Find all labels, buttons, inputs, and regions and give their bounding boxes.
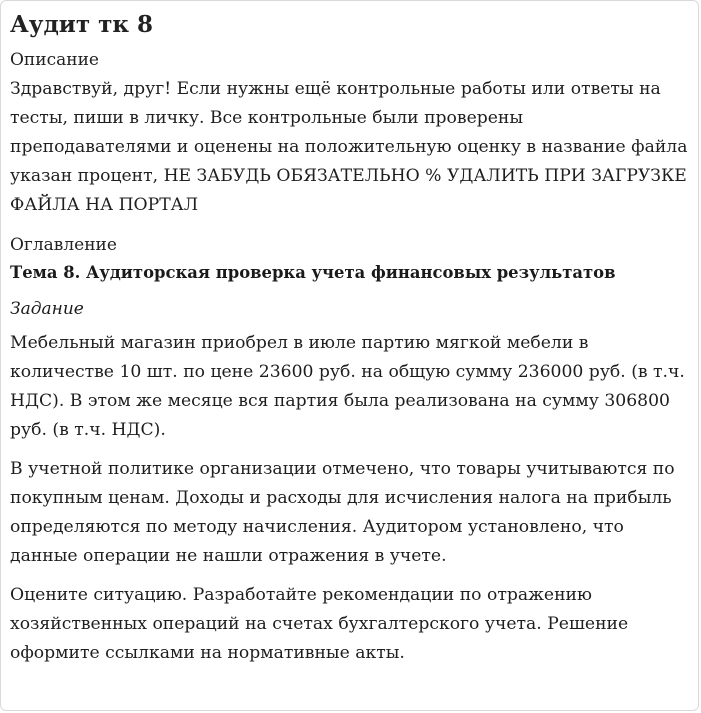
description-label: Описание [10,50,99,70]
description-text: Здравствуй, друг! Если нужны ещё контрольные работы или ответы на тесты, пиши в личку. Все контрольные были проверены преподавателями и оценены на положительную оценку в название файла указан процент, НЕ ЗАБУДЬ ОБЯЗАТЕЛЬНО % УДАЛИТЬ ПРИ ЗАГРУЗКЕ ФАЙЛА НА ПОРТАЛ [10,79,688,215]
task-paragraph-1: Мебельный магазин приобрел в июле партию мягкой мебели в количестве 10 шт. по цене 23600 руб. на общую сумму 236000 руб. (в т.ч. НДС). В этом же месяце вся партия была реализована на сумму 306800 руб. (в т.ч. НДС). [10,333,685,440]
page-title: Аудит тк 8 [10,11,153,38]
topic-heading: Тема 8. Аудиторская проверка учета финансовых результатов [10,263,616,282]
task-paragraph-2: В учетной политике организации отмечено, что товары учитываются по покупным ценам. Доходы и расходы для исчисления налога на прибыль определяются по методу начисления. Аудитором установлено, что данные операции не нашли отражения в учете. [10,459,675,566]
task-label: Задание [10,299,84,319]
task-paragraph-3: Оцените ситуацию. Разработайте рекомендации по отражению хозяйственных операций на счетах бухгалтерского учета. Решение оформите ссылками на нормативные акты. [10,585,629,663]
toc-label: Оглавление [10,235,117,255]
